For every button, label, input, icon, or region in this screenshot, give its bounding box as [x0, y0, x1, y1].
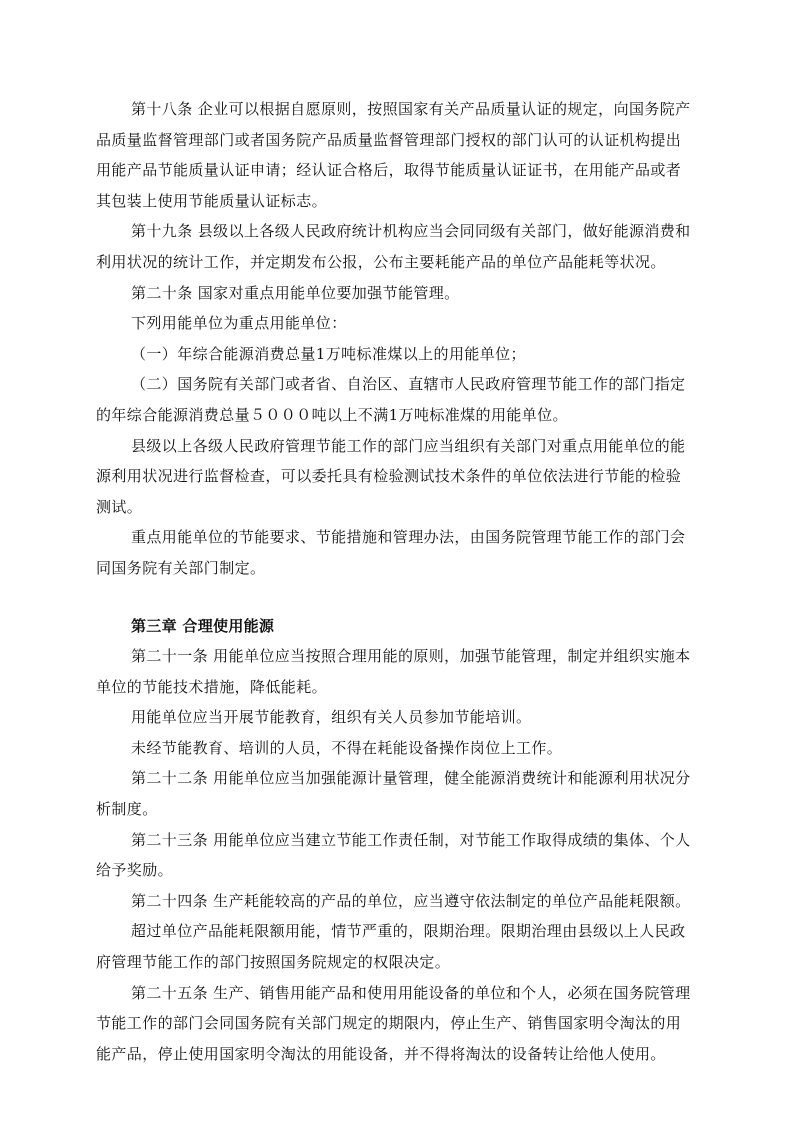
- text-line: 利用状况的统计工作，并定期发布公报，公布主要耗能产品的单位产品能耗等状况。: [96, 252, 666, 271]
- text-line: 未经节能教育、培训的人员，不得在耗能设备操作岗位上工作。: [131, 738, 563, 757]
- text-line: 源利用状况进行监督检查，可以委托具有检验测试技术条件的单位依法进行节能的检验: [96, 467, 682, 486]
- text-line: （一）年综合能源消费总量1万吨标准煤以上的用能单位；: [131, 344, 526, 363]
- untrained-personnel-paragraph: [96, 733, 714, 764]
- text-line: 第十八条 企业可以根据自愿原则，按照国家有关产品质量认证的规定，向国务院产: [131, 100, 691, 118]
- document-body: [96, 94, 714, 1069]
- text-line: 第二十二条 用能单位应当加强能源计量管理，健全能源消费统计和能源利用状况分: [131, 769, 691, 788]
- text-line: 给予奖励。: [96, 861, 174, 880]
- text-line: 下列用能单位为重点用能单位：: [131, 314, 347, 333]
- text-line: 重点用能单位的节能要求、节能措施和管理办法，由国务院管理节能工作的部门会: [131, 528, 686, 547]
- management-measures-paragraph: [96, 522, 714, 583]
- text-line: 府管理节能工作的部门按照国务院规定的权限决定。: [96, 953, 451, 972]
- text-line: 第二十三条 用能单位应当建立节能工作责任制，对节能工作取得成绩的集体、个人: [131, 830, 691, 849]
- training-paragraph: [96, 702, 714, 733]
- article-25-paragraph: [96, 978, 714, 1070]
- text-line: 同国务院有关部门制定。: [96, 558, 266, 577]
- supervision-paragraph: [96, 431, 714, 523]
- text-line: 第二十一条 用能单位应当按照合理用能的原则，加强节能管理，制定并组织实施本: [131, 647, 691, 666]
- article-20-paragraph: [96, 278, 714, 309]
- text-line: 第二十五条 生产、销售用能产品和使用用能设备的单位和个人，必须在国务院管理: [131, 983, 691, 1002]
- text-line: 测试。: [96, 497, 143, 516]
- text-line: 节能工作的部门会同国务院有关部门规定的期限内，停止生产、销售国家明令淘汰的用: [96, 1014, 682, 1033]
- chapter-heading: 第三章 合理使用能源: [131, 616, 275, 635]
- article-24-paragraph: [96, 886, 714, 917]
- list-item-2-paragraph: [96, 369, 714, 430]
- article-21-paragraph: [96, 641, 714, 702]
- article-22-paragraph: [96, 763, 714, 824]
- list-item-1-paragraph: [96, 339, 714, 370]
- key-units-intro-paragraph: [96, 308, 714, 339]
- text-line: 县级以上各级人民政府管理节能工作的部门应当组织有关部门对重点用能单位的能: [131, 436, 686, 455]
- text-line: 的年综合能源消费总量５０００吨以上不满1万吨标准煤的用能单位。: [96, 405, 568, 424]
- text-line: 第二十条 国家对重点用能单位要加强节能管理。: [131, 283, 460, 302]
- consumption-limit-paragraph: [96, 916, 714, 977]
- text-line: 第二十四条 生产耗能较高的产品的单位，应当遵守依法制定的单位产品能耗限额。: [131, 891, 691, 910]
- article-18-paragraph: [96, 94, 714, 216]
- text-line: 其包装上使用节能质量认证标志。: [96, 191, 328, 210]
- article-19-paragraph: [96, 216, 714, 277]
- text-line: 用能单位应当开展节能教育，组织有关人员参加节能培训。: [131, 708, 532, 727]
- text-line: 第十九条 县级以上各级人民政府统计机构应当会同同级有关部门，做好能源消费和: [131, 222, 691, 241]
- section-spacer: [96, 584, 714, 611]
- text-line: 用能产品节能质量认证申请；经认证合格后，取得节能质量认证证书，在用能产品或者: [96, 161, 682, 180]
- article-23-paragraph: [96, 825, 714, 886]
- text-line: 能产品，停止使用国家明令淘汰的用能设备，并不得将淘汰的设备转让给他人使用。: [96, 1044, 666, 1063]
- text-line: 单位的节能技术措施，降低能耗。: [96, 677, 328, 696]
- text-line: 析制度。: [96, 800, 158, 819]
- text-line: （二）国务院有关部门或者省、自治区、直辖市人民政府管理节能工作的部门指定: [131, 375, 686, 394]
- text-line: 超过单位产品能耗限额用能，情节严重的，限期治理。限期治理由县级以上人民政: [131, 922, 686, 941]
- text-line: 品质量监督管理部门或者国务院产品质量监督管理部门授权的部门认可的认证机构提出: [96, 130, 682, 149]
